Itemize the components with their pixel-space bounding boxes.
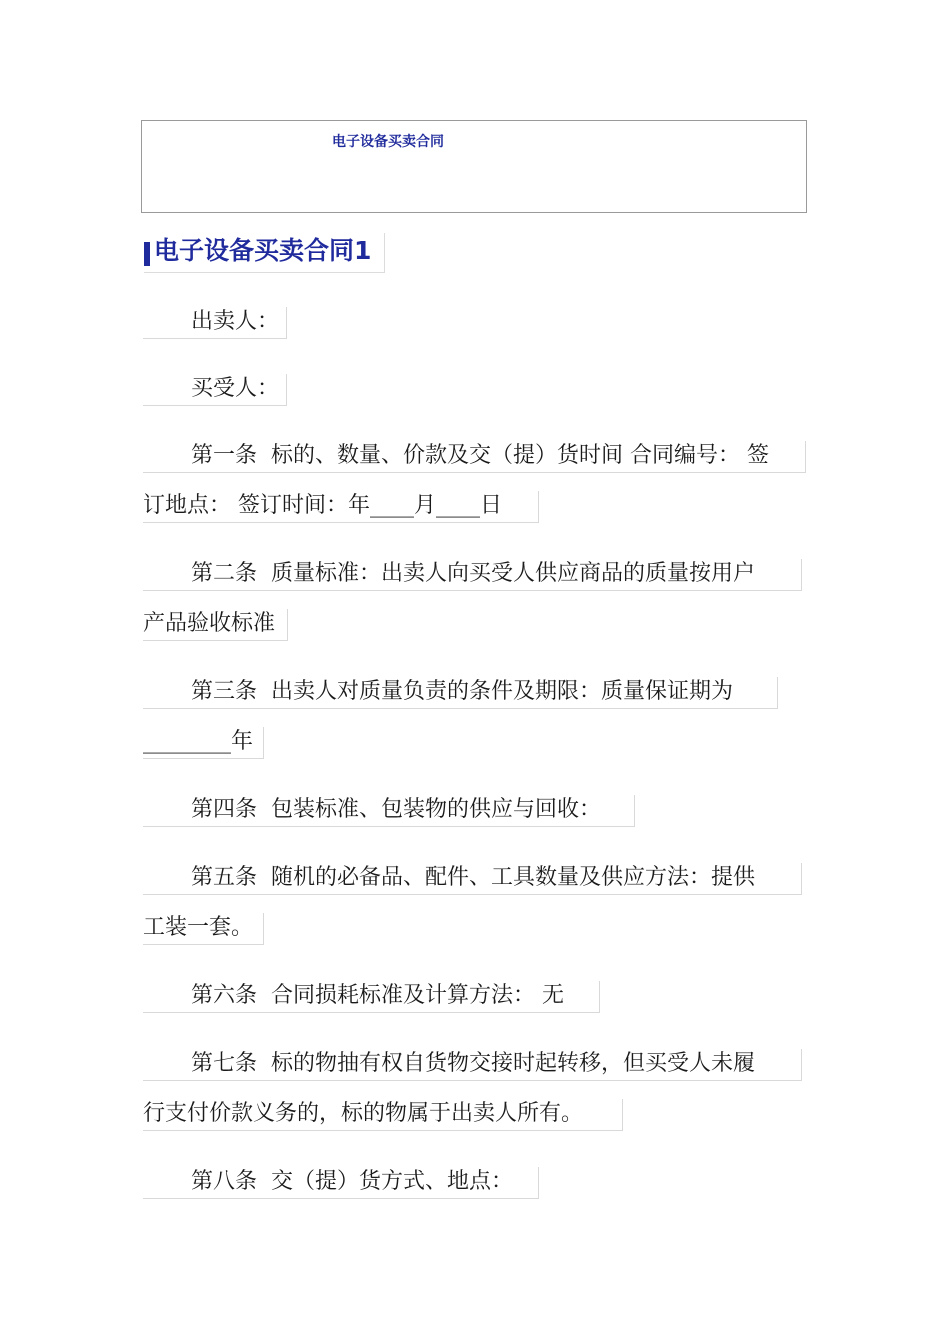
article-7-text-cont: 行支付价款义务的，标的物属于出卖人所有。	[143, 1101, 584, 1126]
article-1-line-1	[143, 441, 806, 473]
article-5-text: 随机的必备品、配件、工具数量及供应方法：提供	[271, 865, 756, 890]
article-7-line-2	[143, 1099, 623, 1131]
article-4-label: 第四条	[191, 797, 258, 822]
article-8-text: 交（提）货方式、地点：	[271, 1169, 514, 1194]
header-title: 电子设备买卖合同	[332, 134, 444, 150]
article-4-text: 包装标准、包装物的供应与回收：	[271, 797, 602, 822]
article-5-text-cont: 工装一套。	[143, 915, 254, 940]
article-3-text: 出卖人对质量负责的条件及期限：质量保证期为	[271, 679, 734, 704]
section-title	[144, 233, 385, 273]
article-8-line-1	[143, 1167, 539, 1199]
article-3-line-2	[143, 727, 264, 759]
seller-line	[143, 307, 287, 339]
buyer-label: 买受人：	[191, 376, 280, 401]
article-4-line-1	[143, 795, 635, 827]
article-7-label: 第七条	[191, 1051, 258, 1076]
article-2-line-1	[143, 559, 802, 591]
article-1-text: 标的、数量、价款及交（提）货时间 合同编号： 签	[271, 443, 770, 468]
article-6-label: 第六条	[191, 983, 258, 1008]
buyer-line	[143, 374, 287, 406]
section-marker-icon	[144, 242, 150, 266]
article-2-line-2	[143, 609, 288, 641]
article-7-text: 标的物抽有权自货物交接时起转移，但买受人未履	[271, 1051, 756, 1076]
article-3-text-cont: ________年	[143, 729, 254, 754]
article-3-line-1	[143, 677, 778, 709]
seller-label: 出卖人：	[191, 309, 280, 334]
article-2-text-cont: 产品验收标准	[143, 611, 276, 636]
section-title-text: 电子设备买卖合同1	[154, 236, 372, 265]
article-3-label: 第三条	[191, 679, 258, 704]
article-6-line-1	[143, 981, 600, 1013]
article-5-line-2	[143, 913, 264, 945]
article-2-text: 质量标准：出卖人向买受人供应商品的质量按用户	[271, 561, 756, 586]
article-5-line-1	[143, 863, 802, 895]
article-1-label: 第一条	[191, 443, 258, 468]
article-7-line-1	[143, 1049, 802, 1081]
article-1-text-cont: 订地点： 签订时间：年____月____日	[143, 493, 502, 518]
article-8-label: 第八条	[191, 1169, 258, 1194]
article-2-label: 第二条	[191, 561, 258, 586]
article-6-text: 合同损耗标准及计算方法： 无	[271, 983, 565, 1008]
document-header	[141, 120, 807, 213]
article-5-label: 第五条	[191, 865, 258, 890]
article-1-line-2	[143, 491, 539, 523]
